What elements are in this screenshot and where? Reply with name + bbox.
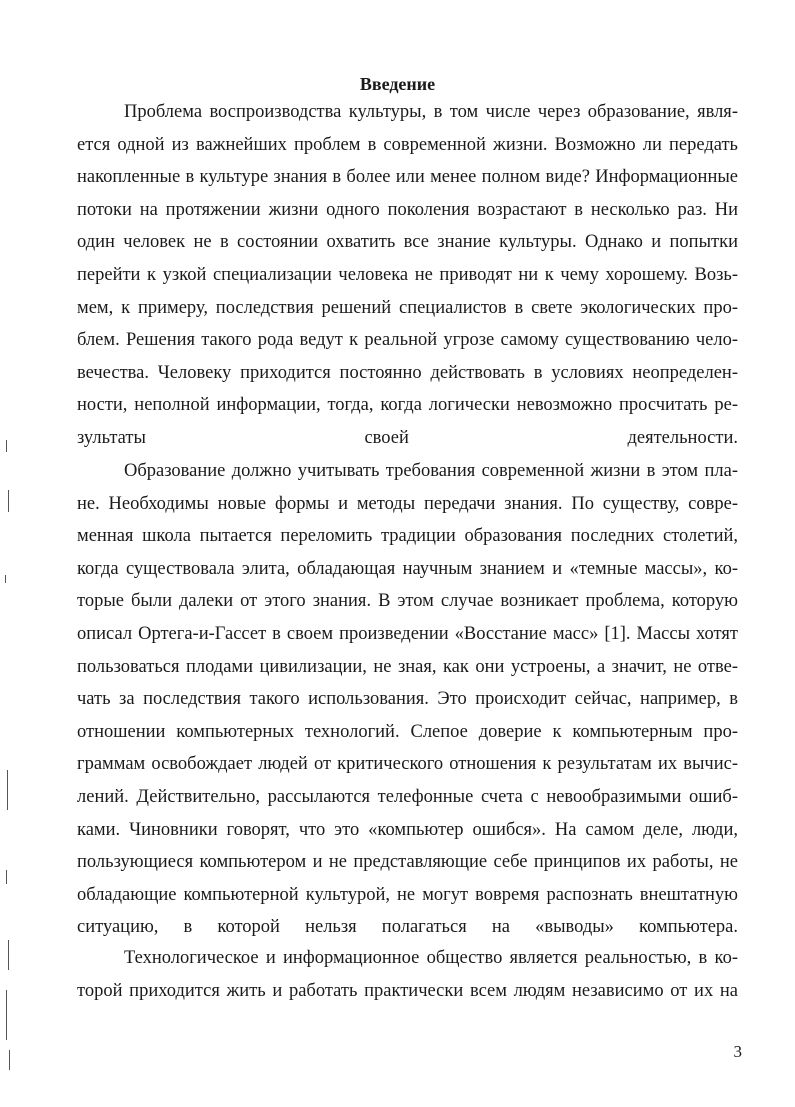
page-number: 3 xyxy=(733,1042,742,1061)
paragraph-2: Образование должно учитывать требования современной жизни в этом плане. Необходимы новые формы и методы передачи знания. По существу, современная школа пытается переломить традиции образования последних столетий, когда существовала элита, обладающая научным знанием и «темные массы», которые были далеки от этого знания. В этом случае возникает проблема, которую описал Ортега-и-Гассет в своем произведении «Восстание масс» [1]. Массы хотят пользоваться плодами цивилизации, не зная, как они устроены, а значит, не отвечать за последствия такого использования. Это происходит сейчас, например, в отношении компьютерных технологий. Слепое доверие к компьютерным программам освобождает людей от критического отношения к результатам их вычислений. Действительно, рассылаются телефонные счета с невообразимыми ошибками. Чиновники говорят, что это «компьютер ошибся». На самом деле, люди, пользующиеся компьютером и не представляющие себе принципов их работы, не обладающие компьютерной культурой, не могут вовремя распознать внештатную ситуацию, в которой нельзя полагаться на «выводы» компьютера. xyxy=(77,461,738,938)
scan-artifacts xyxy=(0,0,16,1107)
section-heading: Введение xyxy=(359,74,436,94)
paragraph-3: Технологическое и информационное общество является реальностью, в которой приходится жить и работать практически всем людям независимо от их на xyxy=(77,948,738,1001)
paragraph-1: Проблема воспроизводства культуры, в том числе через образование, является одной из важнейших проблем в современной жизни. Возможно ли передать накопленные в культуре знания в более или менее полном виде? Информационные потоки на протяжении жизни одного поколения возрастают в несколько раз. Ни один человек не в состоянии охватить все знание культуры. Однако и попытки перейти к узкой специализации человека не приводят ни к чему хорошему. Возьмем, к примеру, последствия решений специалистов в свете экологических проблем. Решения такого рода ведут к реальной угрозе самому существованию человечества. Человеку приходится постоянно действовать в условиях неопределенности, неполной информации, тогда, когда логически невозможно просчитать результаты своей деятельности. xyxy=(77,102,738,448)
